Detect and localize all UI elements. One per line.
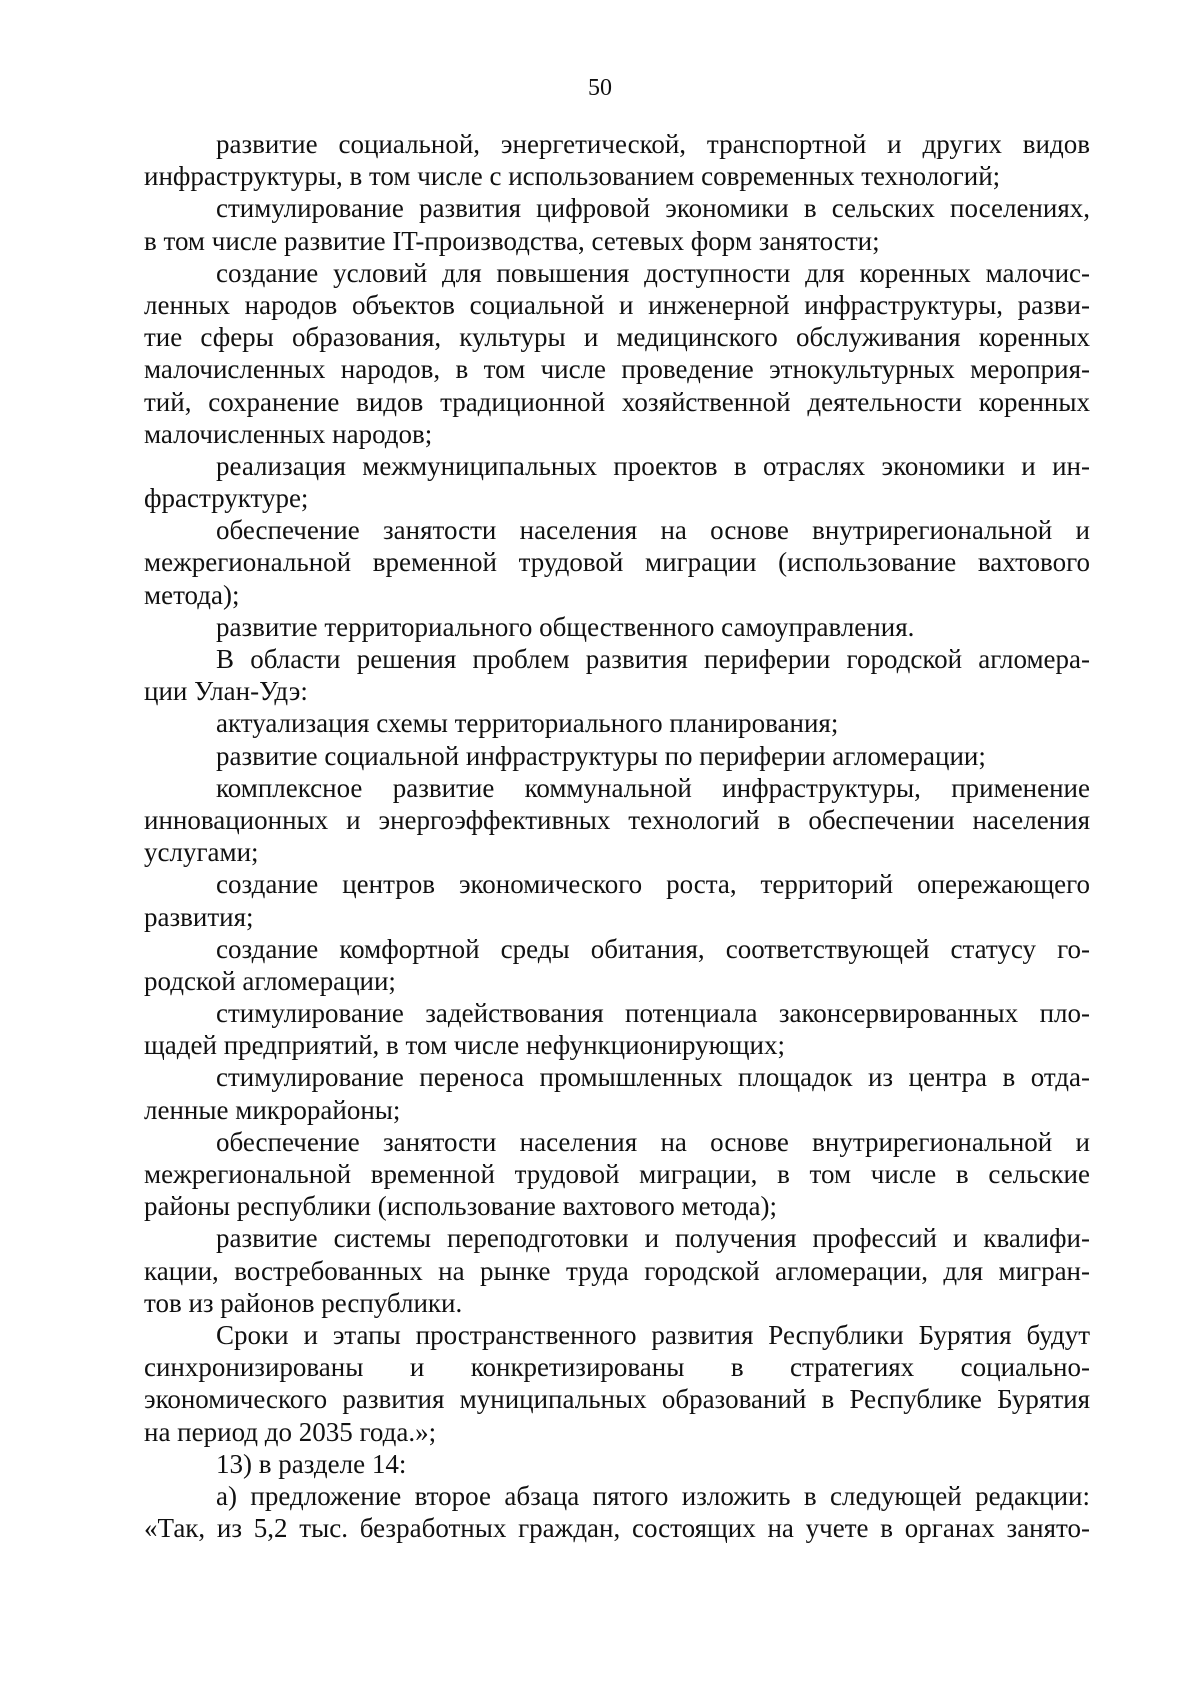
text-line: развитие социальной инфраструктуры по периферии агломерации; — [216, 740, 986, 771]
text-line: метода); — [144, 579, 240, 610]
text-line: экономического развития муниципальных образований в Республике Бурятия — [144, 1384, 1090, 1415]
text-line: обеспечение занятости населения на основе внутрирегиональной и — [216, 1126, 1090, 1157]
text-line: В области решения проблем развития периферии городской агломера- — [216, 644, 1090, 674]
text-line: тие сферы образования, культуры и медицинского обслуживания коренных — [144, 322, 1090, 353]
text-line: актуализация схемы территориального планирования; — [216, 708, 839, 739]
text-line: создание условий для повышения доступности для коренных малочис- — [216, 257, 1090, 288]
text-line: родской агломерации; — [144, 965, 396, 996]
text-line: малочисленных народов; — [144, 418, 433, 449]
text-line: межрегиональной временной трудовой миграции, в том числе в сельские — [144, 1159, 1090, 1189]
text-line: Сроки и этапы пространственного развития Республики Бурятия будут — [216, 1319, 1090, 1350]
text-line: межрегиональной временной трудовой миграции (использование вахтового — [144, 547, 1090, 578]
text-line: а) предложение второе абзаца пятого изложить в следующей редакции: — [216, 1480, 1090, 1511]
text-line: инфраструктуры, в том числе с использованием современных технологий; — [144, 161, 1001, 192]
text-line: кации, востребованных на рынке труда городской агломерации, для мигран- — [144, 1255, 1090, 1286]
text-line: ленных народов объектов социальной и инженерной инфраструктуры, разви- — [144, 289, 1090, 320]
text-line: малочисленных народов, в том числе проведение этнокультурных мероприя- — [144, 354, 1090, 385]
text-line: ции Улан-Удэ: — [144, 676, 308, 707]
page-number: 50 — [588, 75, 612, 101]
text-line: щадей предприятий, в том числе нефункционирующих; — [144, 1030, 786, 1061]
document-body — [144, 128, 1090, 1544]
text-line: создание центров экономического роста, территорий опережающего — [216, 869, 1090, 900]
text-line: стимулирование задействования потенциала законсервированных пло- — [216, 998, 1090, 1029]
text-line: в том числе развитие IT-производства, сетевых форм занятости; — [144, 225, 880, 256]
text-line: «Так, из 5,2 тыс. безработных граждан, состоящих на учете в органах занято- — [144, 1513, 1090, 1544]
text-line: развития; — [144, 901, 254, 932]
text-line: тов из районов республики. — [144, 1287, 463, 1318]
text-line: стимулирование переноса промышленных площадок из центра в отда- — [216, 1062, 1090, 1093]
text-line: обеспечение занятости населения на основе внутрирегиональной и — [216, 515, 1090, 546]
text-line: инновационных и энергоэффективных технологий в обеспечении населения — [144, 804, 1090, 835]
text-line: районы республики (использование вахтового метода); — [144, 1191, 777, 1222]
text-line: развитие территориального общественного самоуправления. — [216, 611, 915, 642]
text-line: стимулирование развития цифровой экономики в сельских поселениях, — [216, 193, 1090, 224]
text-line: услугами; — [144, 837, 259, 868]
text-line: комплексное развитие коммунальной инфраструктуры, применение — [216, 772, 1090, 803]
text-line: на период до 2035 года.»; — [144, 1416, 437, 1447]
text-line: ленные микрорайоны; — [144, 1094, 401, 1125]
text-line: развитие социальной, энергетической, транспортной и других видов — [216, 129, 1090, 159]
text-line: тий, сохранение видов традиционной хозяйственной деятельности коренных — [144, 386, 1090, 417]
text-line: фраструктуре; — [144, 483, 309, 514]
text-line: реализация межмуниципальных проектов в отраслях экономики и ин- — [216, 450, 1090, 481]
text-line: создание комфортной среды обитания, соответствующей статусу го- — [216, 933, 1090, 964]
text-line: синхронизированы и конкретизированы в стратегиях социально- — [144, 1352, 1090, 1383]
text-line: 13) в разделе 14: — [216, 1448, 407, 1479]
text-line: развитие системы переподготовки и получения профессий и квалифи- — [216, 1223, 1090, 1254]
